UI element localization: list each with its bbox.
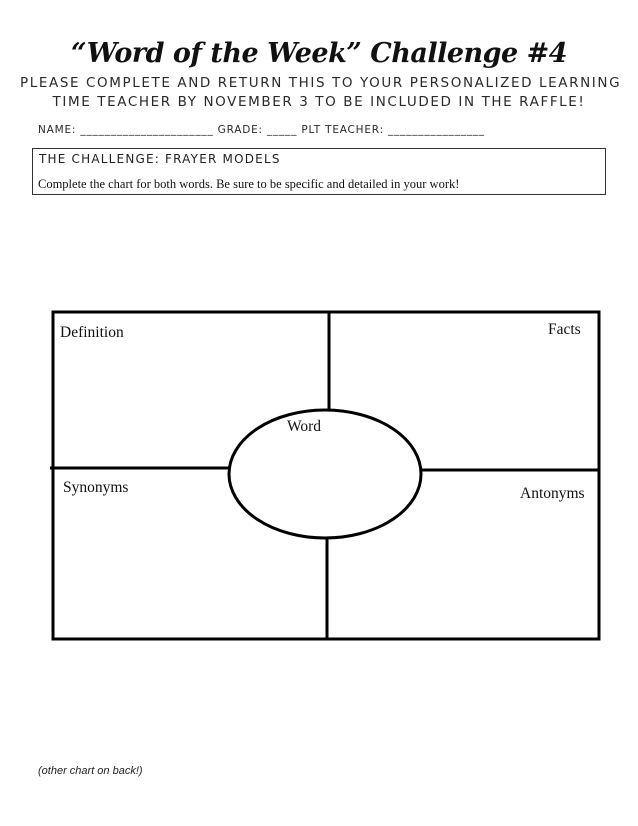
word-ellipse <box>229 410 421 538</box>
antonyms-label: Antonyms <box>520 485 585 502</box>
challenge-title: THE CHALLENGE: FRAYER MODELS <box>39 152 281 166</box>
challenge-description: Complete the chart for both words. Be sure to be specific and detailed in your work! <box>38 177 460 191</box>
instruction-line-1: PLEASE COMPLETE AND RETURN THIS TO YOUR PERSONALIZED LEARNING <box>20 75 622 91</box>
definition-label: Definition <box>60 324 124 341</box>
back-page-note: (other chart on back!) <box>38 765 143 777</box>
worksheet-title: “Word of the Week” Challenge #4 <box>70 38 568 69</box>
facts-label: Facts <box>548 321 581 338</box>
synonyms-label: Synonyms <box>63 479 129 496</box>
instruction-line-2: TIME TEACHER BY NOVEMBER 3 TO BE INCLUDED IN THE RAFFLE! <box>52 94 586 110</box>
word-label: Word <box>287 418 322 435</box>
student-info-fields: NAME: ______________________ GRADE: _____ PLT TEACHER: ________________ <box>38 124 485 136</box>
